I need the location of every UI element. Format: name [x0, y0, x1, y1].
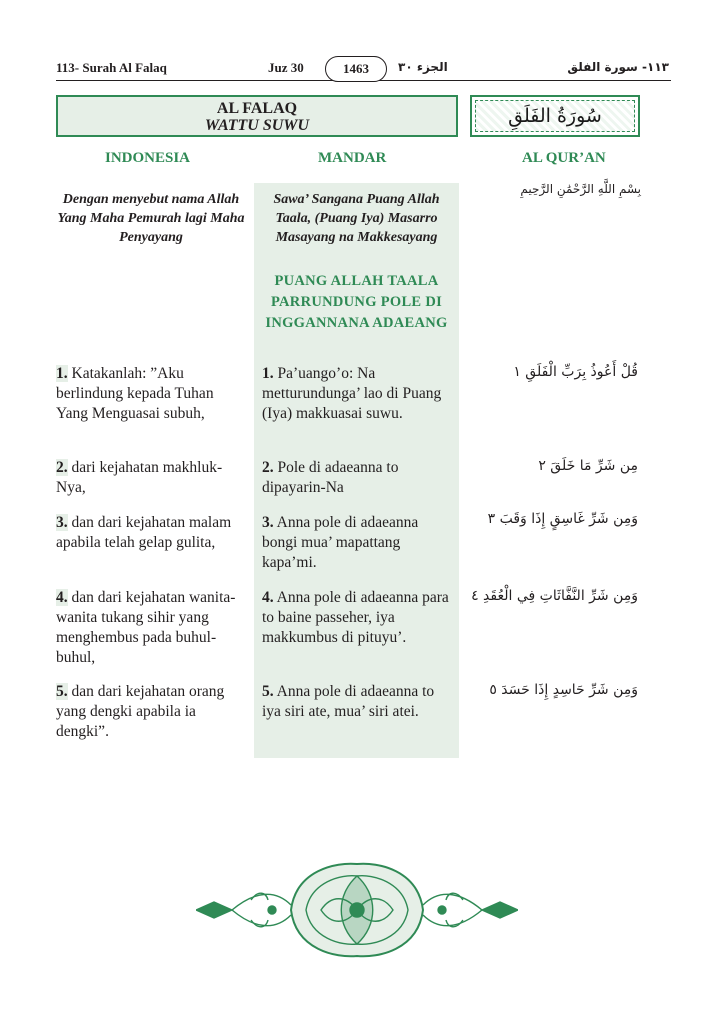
decorative-ornament	[196, 860, 518, 960]
surah-title: AL FALAQ	[216, 100, 298, 117]
column-header-mandar: MANDAR	[318, 150, 387, 166]
column-header-quran: AL QUR’AN	[522, 150, 606, 166]
verse-5-indonesia: 5. dan dari kejahatan orang yang dengki apabila ia dengki”.	[56, 683, 225, 740]
surah-calligraphy: سُورَةُ الفَلَقِ	[475, 100, 635, 132]
surah-header-left: 113- Surah Al Falaq	[56, 60, 167, 75]
surah-arabic-header: ١١٣- سورة الفلق	[567, 60, 669, 74]
surah-title-banner	[56, 95, 458, 137]
bismillah-arabic: بِسْمِ اللَّهِ الرَّحْمَٰنِ الرَّحِيمِ	[520, 182, 641, 196]
verse-1-mandar: 1. Pa’uango’o: Na metturundunga’ lao di Puang (Iya) makkuasai suwu.	[262, 365, 442, 422]
verse-4-indonesia: 4. dan dari kejahatan wanita-wanita tukang sihir yang menghembus pada buhul-buhul,	[56, 589, 236, 666]
verse-3-mandar: 3. Anna pole di adaeanna bongi mua’ mapattang kapa’mi.	[262, 514, 419, 571]
verse-2-arabic: مِن شَرِّ مَا خَلَقَ ٢	[538, 458, 638, 474]
verse-2-mandar: 2. Pole di adaeanna to dipayarin-Na	[262, 459, 399, 496]
verse-4-arabic: وَمِن شَرِّ النَّفَّاثَاتِ فِي الْعُقَدِ ٤	[471, 588, 638, 604]
column-header-indonesia: INDONESIA	[105, 150, 191, 166]
juz-arabic: الجزء ٣٠	[398, 60, 448, 74]
verse-5-mandar: 5. Anna pole di adaeanna to iya siri ate, mua’ siri atei.	[262, 683, 435, 720]
intro-indonesia: Dengan menyebut nama Allah Yang Maha Pemurah lagi Maha Penyayang	[57, 192, 245, 245]
verse-1-indonesia: 1. Katakanlah: ”Aku berlindung kepada Tuhan Yang Menguasai subuh,	[56, 365, 214, 422]
mandar-section-heading: PUANG ALLAH TAALA PARRUNDUNG POLE DI INGGANNANA ADAEANG	[265, 273, 448, 331]
verse-3-arabic: وَمِن شَرِّ غَاسِقٍ إِذَا وَقَبَ ٣	[487, 511, 638, 527]
calligraphy-frame	[470, 95, 640, 137]
verse-2-indonesia: 2. dari kejahatan makhluk-Nya,	[56, 459, 223, 496]
verse-1-arabic: قُلْ أَعُوذُ بِرَبِّ الْفَلَقِ ١	[513, 364, 638, 380]
verse-5-arabic: وَمِن شَرِّ حَاسِدٍ إِذَا حَسَدَ ٥	[489, 682, 638, 698]
juz-label: Juz 30	[268, 60, 304, 75]
verse-4-mandar: 4. Anna pole di adaeanna para to baine passeher, iya makkumbus di pituyu’.	[262, 589, 449, 646]
page-number: 1463	[325, 56, 387, 82]
verse-3-indonesia: 3. dan dari kejahatan malam apabila telah gelap gulita,	[56, 514, 232, 551]
intro-mandar: Sawa’ Sangana Puang Allah Taala, (Puang Iya) Masarro Masayang na Makkesayang	[273, 192, 440, 245]
surah-subtitle: WATTU SUWU	[204, 117, 310, 134]
